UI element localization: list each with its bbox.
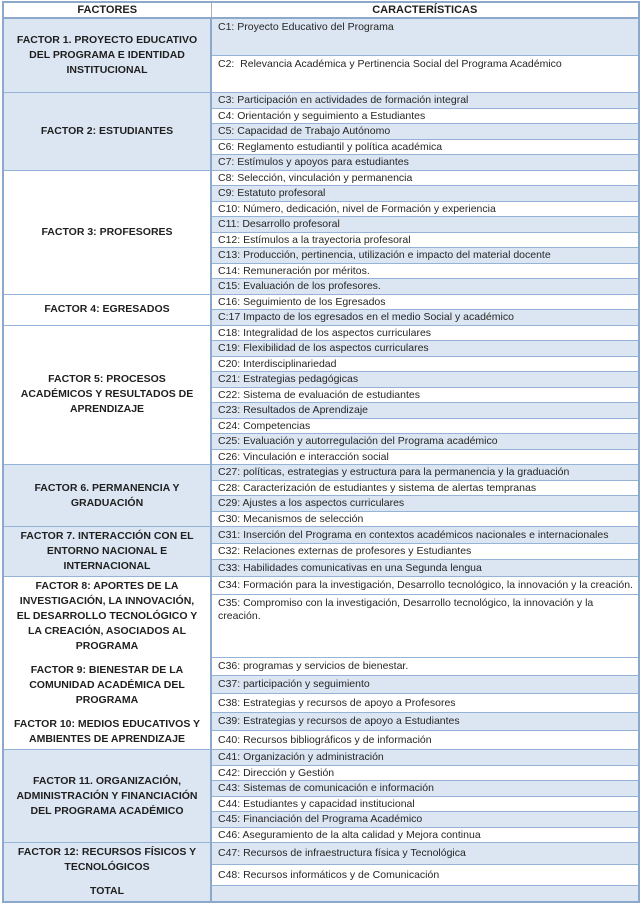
characteristic-cell-C14: C14: Remuneración por méritos.	[211, 263, 639, 279]
factor-12-label-0: FACTOR 12: RECURSOS FÍSICOS Y TECNOLÓGICOS	[17, 846, 197, 873]
characteristic-cell-C39: C39: Estrategias y recursos de apoyo a Estudiantes	[211, 712, 639, 730]
factor-2-label-0: FACTOR 2: ESTUDIANTES	[40, 124, 174, 137]
characteristic-row	[3, 93, 639, 109]
factor-5-cell	[3, 325, 211, 465]
characteristic-cell-C4: C4: Orientación y seguimiento a Estudiantes	[211, 108, 639, 124]
characteristic-cell-C16: C16: Seguimiento de los Egresados	[211, 294, 639, 310]
factor-4-cell	[3, 294, 211, 325]
factor-7-cell	[3, 527, 211, 577]
characteristic-cell-C25: C25: Evaluación y autorregulación del Programa académico	[211, 434, 639, 450]
factor-11-cell	[3, 750, 211, 843]
factor-3-cell	[3, 170, 211, 294]
characteristic-cell-C19: C19: Flexibilidad de los aspectos curriculares	[211, 341, 639, 357]
characteristic-cell-C5: C5: Capacidad de Trabajo Autónomo	[211, 124, 639, 140]
factor-5-label-0: FACTOR 5: PROCESOS ACADÉMICOS Y RESULTADOS DE APRENDIZAJE	[20, 373, 194, 416]
characteristic-cell-C15: C15: Evaluación de los profesores.	[211, 279, 639, 295]
characteristic-row	[3, 843, 639, 865]
characteristic-cell-C8: C8: Selección, vinculación y permanencia	[211, 170, 639, 186]
characteristic-cell-C48: C48: Recursos informáticos y de Comunicación	[211, 864, 639, 886]
header-row	[3, 2, 639, 18]
characteristic-cell-C43: C43: Sistemas de comunicación e información	[211, 781, 639, 797]
factor-12-cell	[3, 843, 211, 903]
characteristic-row	[3, 527, 639, 544]
characteristic-cell-C11: C11: Desarrollo profesoral	[211, 217, 639, 233]
characteristic-cell-C24: C24: Competencias	[211, 418, 639, 434]
characteristic-cell-C37: C37: participación y seguimiento	[211, 676, 639, 694]
characteristic-cell-C34: C34: Formación para la investigación, Desarrollo tecnológico, la innovación y la creación.	[211, 577, 639, 595]
characteristic-cell-C38: C38: Estrategias y recursos de apoyo a Profesores	[211, 694, 639, 712]
factor-4-label-0: FACTOR 4: EGRESADOS	[44, 303, 170, 315]
characteristic-row	[3, 170, 639, 186]
factor-6-cell	[3, 465, 211, 527]
factor-6-label-0: FACTOR 6. PERMANENCIA Y GRADUACIÓN	[34, 481, 180, 509]
factor-1-cell	[3, 18, 211, 93]
characteristic-cell-C33: C33: Habilidades comunicativas en una Segunda lengua	[211, 560, 639, 577]
characteristic-cell-C1: C1: Proyecto Educativo del Programa	[211, 18, 639, 56]
characteristic-cell-C32: C32: Relaciones externas de profesores y Estudiantes	[211, 543, 639, 560]
column-header-factores: FACTORES	[3, 2, 211, 18]
characteristic-row	[3, 325, 639, 341]
characteristic-row	[3, 465, 639, 481]
characteristic-cell-empty-9	[211, 886, 639, 902]
characteristic-cell-C2: C2: Relevancia Académica y Pertinencia Social del Programa Académico	[211, 56, 639, 93]
characteristic-cell-C41: C41: Organización y administración	[211, 750, 639, 766]
factor-2-cell	[3, 93, 211, 171]
total-label: TOTAL	[89, 885, 125, 897]
characteristic-cell-C21: C21: Estrategias pedagógicas	[211, 372, 639, 388]
factor-7-label-0: FACTOR 7. INTERACCIÓN CON EL ENTORNO NACIONAL E INTERNACIONAL	[20, 530, 194, 572]
characteristic-cell-C28: C28: Caracterización de estudiantes y sistema de alertas tempranas	[211, 480, 639, 496]
characteristic-cell-C36: C36: programas y servicios de bienestar.	[211, 657, 639, 675]
characteristic-row	[3, 294, 639, 310]
factors-8-9-10-cell	[3, 577, 211, 750]
column-header-caracteristicas: CARACTERÍSTICAS	[211, 2, 639, 18]
characteristic-cell-C35: C35: Compromiso con la investigación, Desarrollo tecnológico, la innovación y la creación.	[211, 595, 639, 657]
characteristic-cell-C9: C9: Estatuto profesoral	[211, 186, 639, 202]
characteristic-cell-C27: C27: políticas, estrategias y estructura para la permanencia y la graduación	[211, 465, 639, 481]
characteristic-cell-C47: C47: Recursos de infraestructura física y Tecnológica	[211, 843, 639, 865]
characteristic-cell-C13: C13: Producción, pertinencia, utilización e impacto del material docente	[211, 248, 639, 264]
characteristic-cell-C6: C6: Reglamento estudiantil y política académica	[211, 139, 639, 155]
characteristic-row	[3, 18, 639, 56]
characteristic-cell-C29: C29: Ajustes a los aspectos curriculares	[211, 496, 639, 512]
characteristic-cell-C20: C20: Interdisciplinariedad	[211, 356, 639, 372]
characteristic-cell-C: C:17 Impacto de los egresados en el medio Social y académico	[211, 310, 639, 326]
factors-8-9-10-label-1: FACTOR 9: BIENESTAR DE LA COMUNIDAD ACADÉMICA DEL PROGRAMA	[29, 664, 185, 706]
characteristic-cell-C44: C44: Estudiantes y capacidad institucional	[211, 796, 639, 812]
factors-8-9-10-label-0: FACTOR 8: APORTES DE LA INVESTIGACIÓN, LA INNOVACIÓN, EL DESARROLLO TECNOLÓGICO Y LA CREACIÓN, ASOCIADOS AL PROGRAMA	[16, 580, 198, 652]
characteristic-cell-C26: C26: Vinculación e interacción social	[211, 449, 639, 465]
characteristic-cell-C31: C31: Inserción del Programa en contextos académicos nacionales e internacionales	[211, 527, 639, 544]
factor-11-label-0: FACTOR 11. ORGANIZACIÓN, ADMINISTRACIÓN Y FINANCIACIÓN DEL PROGRAMA ACADÉMICO	[16, 774, 198, 817]
factor-3-label-0: FACTOR 3: PROFESORES	[41, 225, 173, 238]
factors-characteristics-table	[2, 1, 640, 903]
characteristic-cell-C30: C30: Mecanismos de selección	[211, 511, 639, 527]
characteristic-cell-C18: C18: Integralidad de los aspectos curriculares	[211, 325, 639, 341]
characteristic-cell-C45: C45: Financiación del Programa Académico	[211, 812, 639, 828]
characteristic-cell-C7: C7: Estímulos y apoyos para estudiantes	[211, 155, 639, 171]
characteristic-row	[3, 577, 639, 595]
factor-1-label-0: FACTOR 1. PROYECTO EDUCATIVO DEL PROGRAMA E IDENTIDAD INSTITUCIONAL	[16, 34, 198, 76]
characteristic-cell-C10: C10: Número, dedicación, nivel de Formación y experiencia	[211, 201, 639, 217]
characteristic-cell-C12: C12: Estímulos a la trayectoria profesoral	[211, 232, 639, 248]
characteristic-cell-C22: C22: Sistema de evaluación de estudiantes	[211, 387, 639, 403]
characteristic-row	[3, 750, 639, 766]
characteristic-cell-C42: C42: Dirección y Gestión	[211, 765, 639, 781]
characteristic-cell-C3: C3: Participación en actividades de formación integral	[211, 93, 639, 109]
factors-8-9-10-label-2: FACTOR 10: MEDIOS EDUCATIVOS Y AMBIENTES DE APRENDIZAJE	[13, 718, 201, 745]
characteristic-cell-C23: C23: Resultados de Aprendizaje	[211, 403, 639, 419]
characteristic-cell-C40: C40: Recursos bibliográficos y de información	[211, 731, 639, 750]
characteristic-cell-C46: C46: Aseguramiento de la alta calidad y Mejora continua	[211, 827, 639, 843]
table-body	[3, 18, 639, 902]
